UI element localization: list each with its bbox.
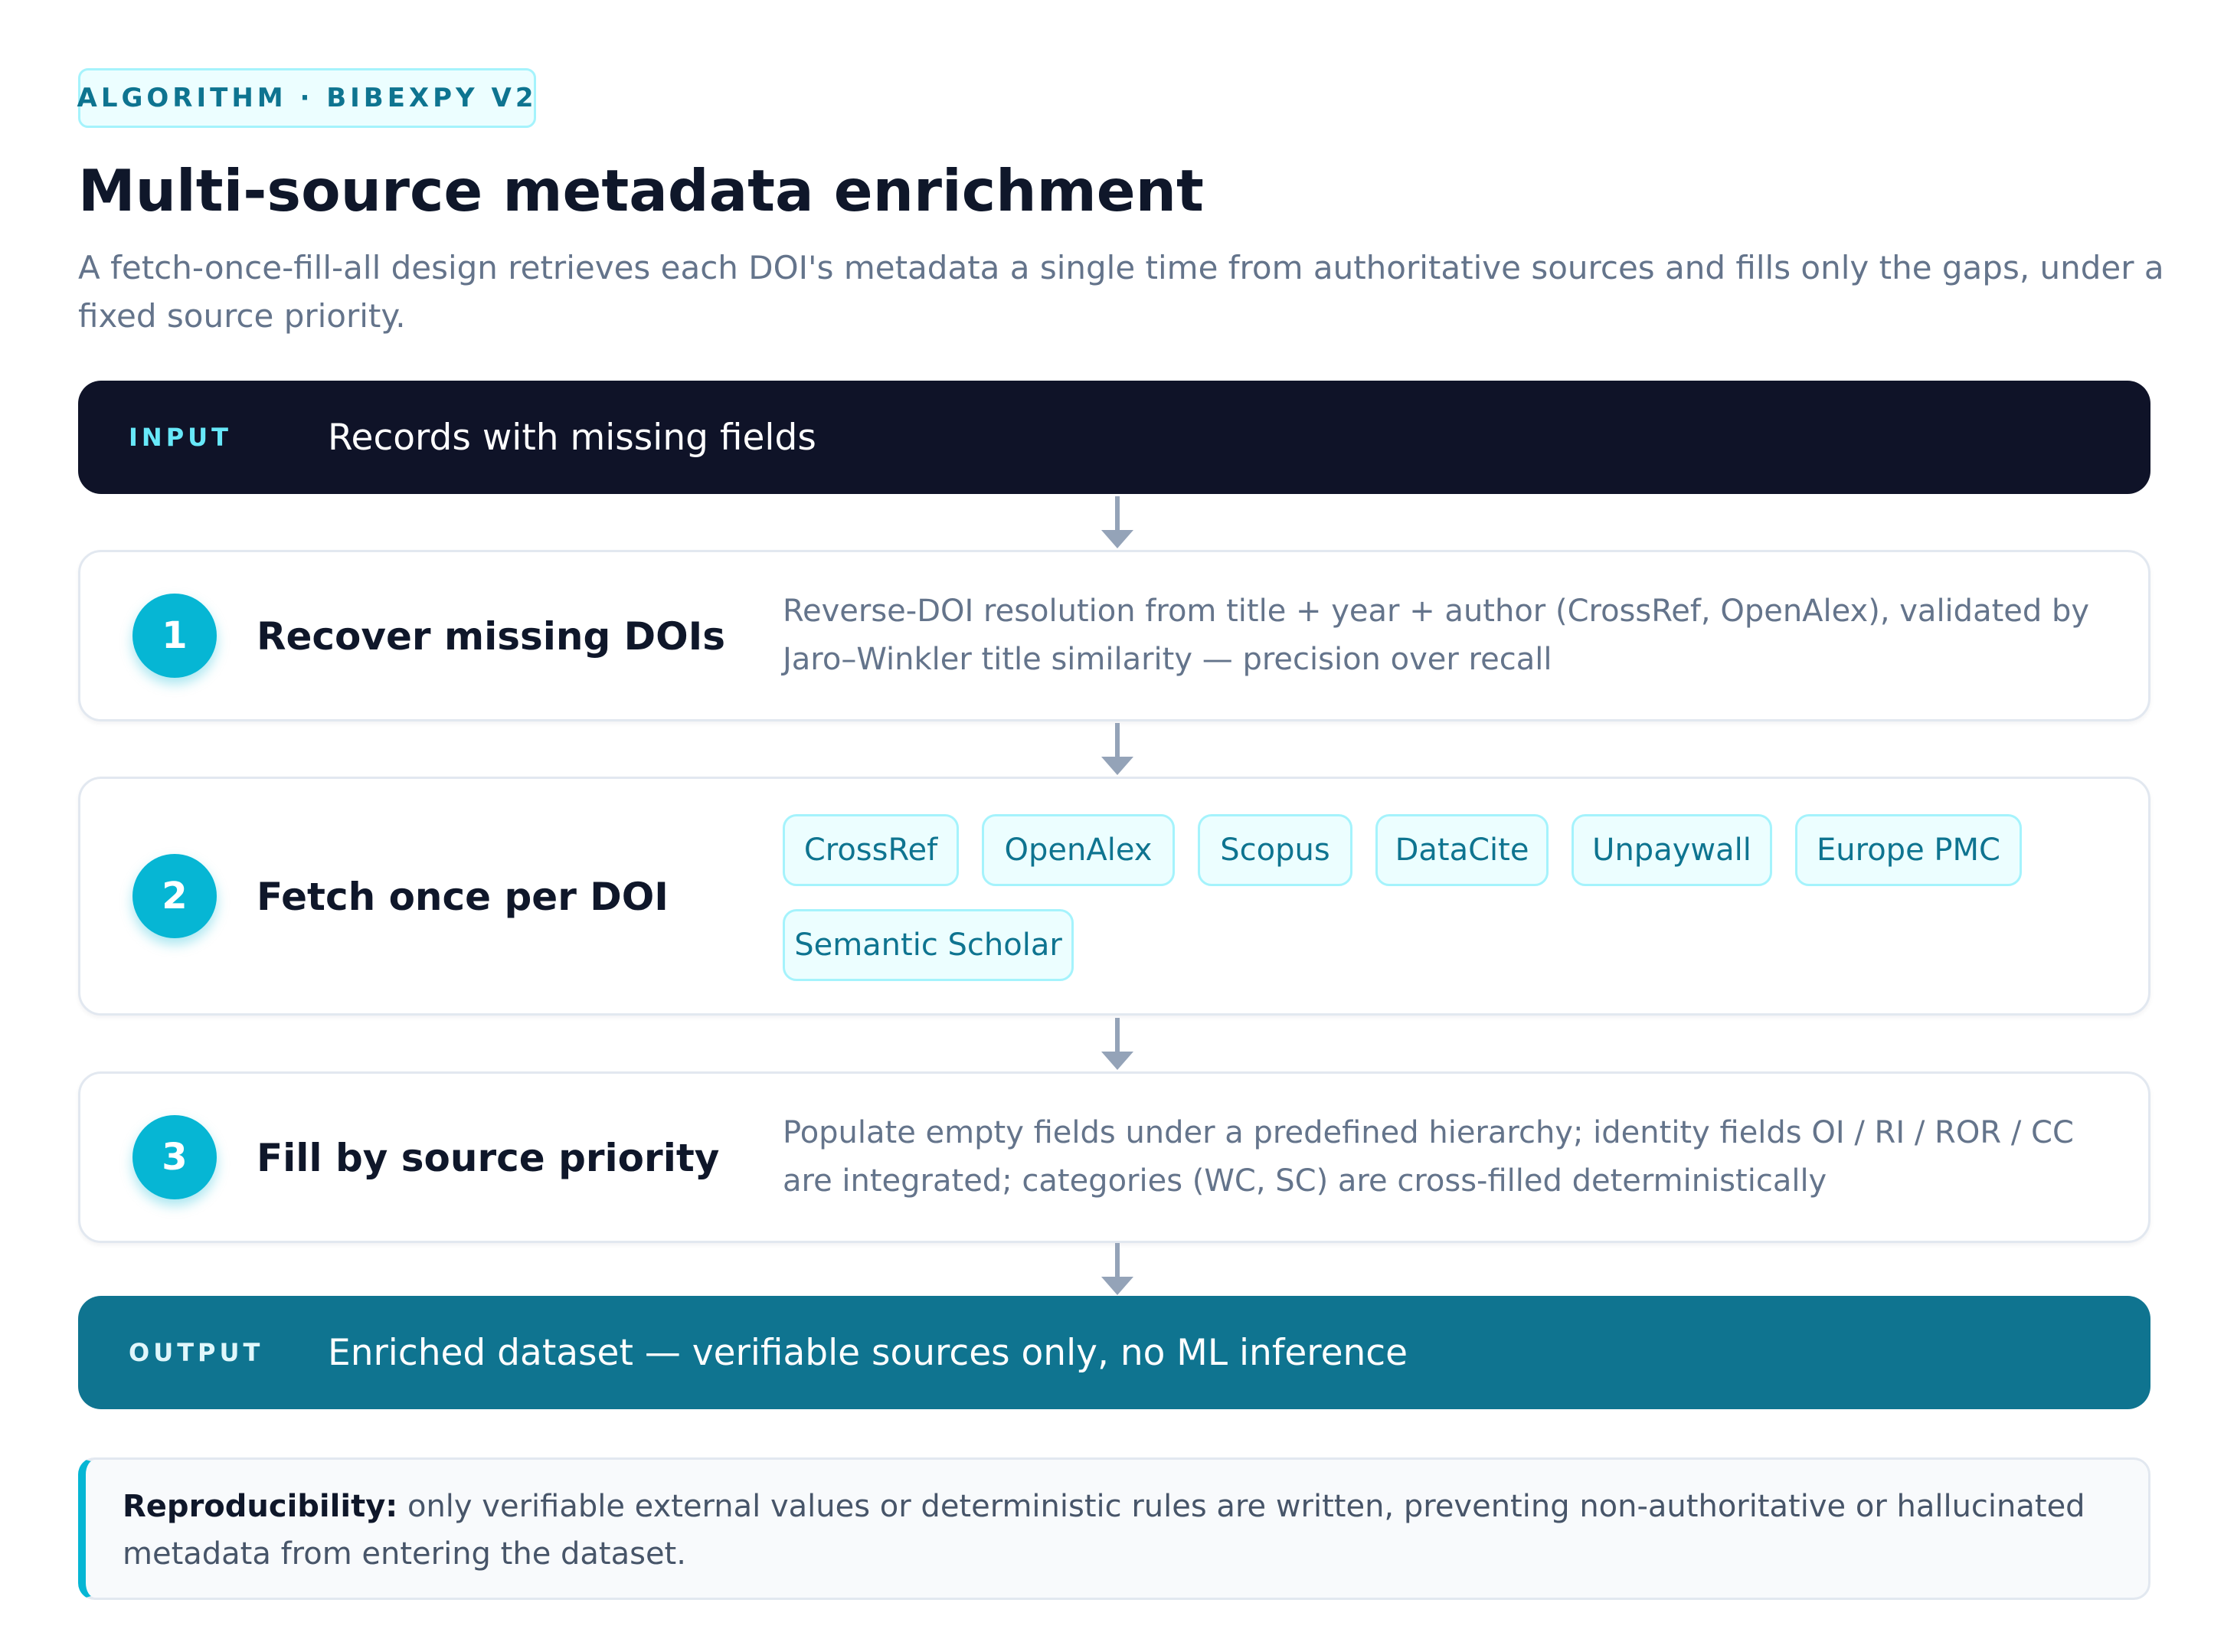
step-2-card (78, 777, 2150, 1016)
step-3-card (78, 1071, 2150, 1243)
source-chip: Unpaywall (1572, 814, 1772, 886)
page-subtitle: A fetch-once-fill-all design retrieves each DOI's metadata a single time from authoritative sources and fills only the gaps, under a fixed source priority. (78, 249, 2164, 335)
output-label: OUTPUT (129, 1338, 264, 1367)
note-label: Reproducibility: (123, 1489, 398, 1524)
source-chip: Scopus (1198, 814, 1352, 886)
flow-arrow-icon (1101, 1018, 1133, 1070)
step-3-title: Fill by source priority (257, 1136, 720, 1180)
flow-arrow-icon (1101, 723, 1133, 775)
source-chip: Semantic Scholar (783, 909, 1074, 981)
step-2-number: 2 (132, 854, 217, 938)
algorithm-tag: ALGORITHM · BIBEXPY V2 (78, 68, 536, 128)
output-band (78, 1296, 2150, 1409)
output-text: Enriched dataset — verifiable sources only, no ML inference (328, 1331, 1408, 1374)
flow-arrow-icon (1101, 496, 1133, 548)
source-chip: Europe PMC (1795, 814, 2022, 886)
step-1-description: Reverse-DOI resolution from title + year + author (CrossRef, OpenAlex), validated by Jaro–Winkler title similarity — precision over recall (783, 594, 2090, 677)
reproducibility-note (78, 1457, 2150, 1600)
step-1-title: Recover missing DOIs (257, 614, 726, 659)
step-3-number: 3 (132, 1115, 217, 1199)
step-3-description: Populate empty fields under a predefined hierarchy; identity fields OI / RI / ROR / CC are integrated; categories (WC, SC) are cross-filled deterministically (783, 1115, 2074, 1199)
step-1-card (78, 550, 2150, 721)
step-1-number: 1 (132, 594, 217, 678)
input-text: Records with missing fields (328, 416, 816, 459)
page-title: Multi-source metadata enrichment (78, 157, 1204, 224)
flow-arrow-icon (1101, 1243, 1133, 1295)
input-label: INPUT (129, 423, 232, 452)
step-2-title: Fetch once per DOI (257, 875, 669, 919)
source-chip: CrossRef (783, 814, 959, 886)
input-band (78, 381, 2150, 494)
source-chip: DataCite (1375, 814, 1549, 886)
source-chip: OpenAlex (982, 814, 1175, 886)
note-text: only verifiable external values or deterministic rules are written, preventing non-authoritative or hallucinated metadata from entering the dataset. (123, 1489, 2085, 1572)
